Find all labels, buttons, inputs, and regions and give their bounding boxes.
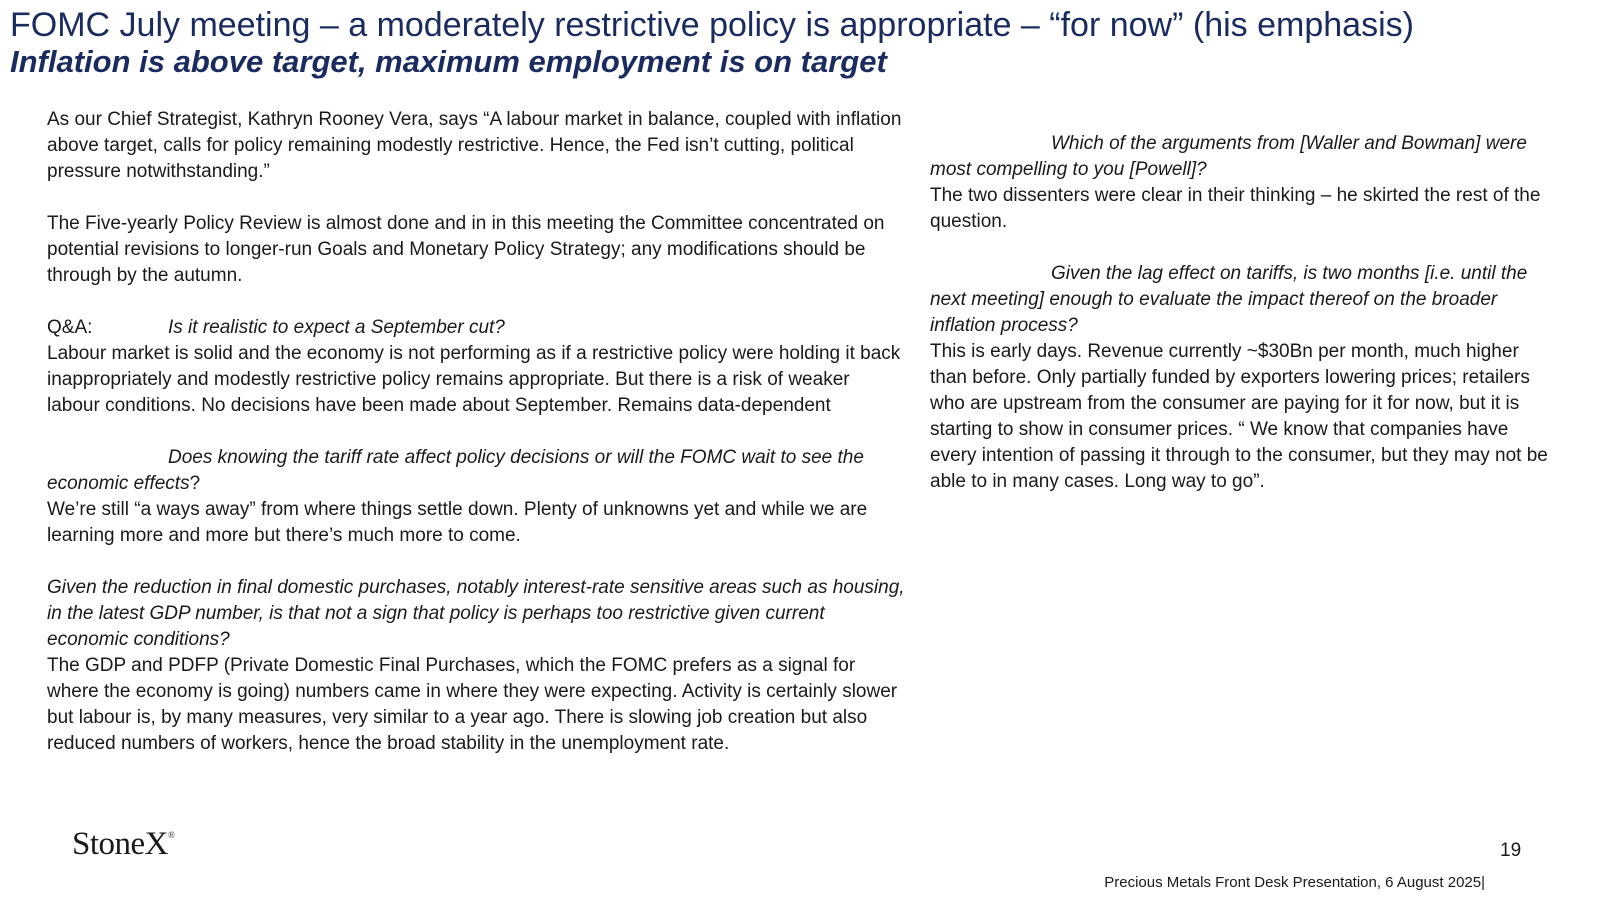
question-2-mark: ?	[189, 473, 201, 494]
question-1-text: Is it realistic to expect a September cut?	[168, 317, 505, 338]
policy-review-paragraph: The Five-yearly Policy Review is almost done and in in this meeting the Committee concentrated on potential revisions to longer-run Goals and Monetary Policy Strategy; any modifications should be through by the autumn.	[47, 213, 885, 286]
question-5-text: Given the lag effect on tariffs, is two months [i.e. until the next meeting] enough to evaluate the impact thereof on the broader inflation process?	[930, 263, 1528, 336]
answer-4: The two dissenters were clear in their thinking – he skirted the rest of the question.	[930, 185, 1541, 232]
question-2	[47, 445, 907, 497]
left-column	[47, 107, 907, 757]
answer-3: The GDP and PDFP (Private Domestic Final Purchases, which the FOMC prefers as a signal for where the economy is going) numbers came in where they were expecting. Activity is certainly slower but labour is, by many measures, very similar to a year ago. There is slowing job creation but also reduced numbers of workers, hence the broad stability in the unemployment rate.	[47, 655, 898, 754]
question-2-text: Does knowing the tariff rate affect policy decisions or will the FOMC wait to see the economic effects	[47, 447, 864, 494]
question-4-text: Which of the arguments from [Waller and Bowman] were most compelling to you [Powell]?	[930, 133, 1527, 180]
footer-caption: Precious Metals Front Desk Presentation, 6 August 2025|	[1104, 874, 1485, 891]
answer-5: This is early days. Revenue currently ~$30Bn per month, much higher than before. Only partially funded by exporters lowering prices; retailers who are upstream from the consumer are paying for it for now, but it is starting to show in consumer prices. “ We know that companies have every intention of passing it through to the consumer, but they may not be able to in many cases. Long way to go”.	[930, 341, 1548, 492]
question-5	[930, 261, 1550, 339]
strategist-quote: As our Chief Strategist, Kathryn Rooney Vera, says “A labour market in balance, coupled with inflation above target, calls for policy remaining modestly restrictive. Hence, the Fed isn’t cutting, political pressure notwithstanding.”	[47, 109, 902, 182]
answer-2: We’re still “a ways away” from where things settle down. Plenty of unknowns yet and while we are learning more and more but there’s much more to come.	[47, 499, 868, 546]
answer-1: Labour market is solid and the economy is not performing as if a restrictive policy were holding it back inappropriately and modestly restrictive policy remains appropriate. But there is a risk of weaker labour conditions. No decisions have been made about September. Remains data-dependent	[47, 343, 901, 416]
logo-wordmark: StoneX	[72, 826, 168, 862]
page-number: 19	[1500, 840, 1522, 861]
slide-subtitle: Inflation is above target, maximum employment is on target	[10, 44, 887, 79]
stonex-logo	[72, 826, 174, 863]
logo-registered-mark: ®	[168, 830, 175, 840]
slide-title: FOMC July meeting – a moderately restrictive policy is appropriate – “for now” (his emphasis)	[10, 6, 1414, 44]
question-1	[47, 315, 907, 341]
question-4	[930, 131, 1550, 183]
right-column	[930, 131, 1550, 495]
qa-label: Q&A:	[47, 317, 93, 338]
question-3: Given the reduction in final domestic purchases, notably interest-rate sensitive areas such as housing, in the latest GDP number, is that not a sign that policy is perhaps too restrictive given current economic conditions?	[47, 577, 905, 650]
